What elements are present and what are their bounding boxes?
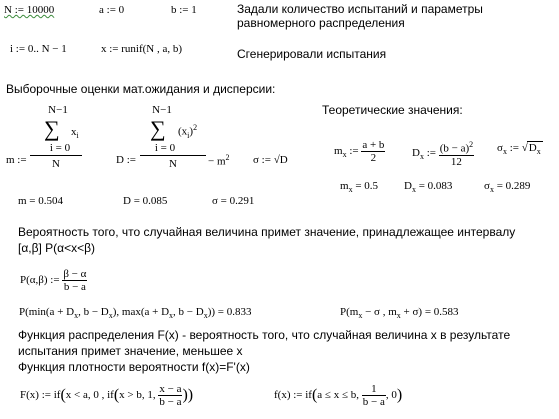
a-assignment[interactable]: a := 0 <box>99 4 125 16</box>
dist-text-line3: Функция плотности вероятности f(x)=F'(x) <box>18 360 250 374</box>
sx-radicand-D: D <box>528 142 537 154</box>
p-min-max-expression[interactable] <box>19 306 252 322</box>
F-args2: x > b, 1, <box>119 389 156 402</box>
d-sum-sq: 2 <box>193 123 198 132</box>
dx-symbol: D <box>412 146 420 159</box>
mx-denominator: 2 <box>361 151 385 164</box>
n-assignment[interactable] <box>4 4 54 16</box>
p-min-sub1: x <box>74 311 79 321</box>
dist-text-line1: Функция распределения F(x) - вероятность того, что случайная величина x в результате <box>18 328 511 342</box>
mx-sub: x <box>342 150 347 160</box>
mx-symbol: m <box>334 145 343 158</box>
mx-result-sub: x <box>348 185 353 195</box>
params-description-line1: Задали количество испытаний и параметры <box>237 2 483 16</box>
generated-note: Сгенерировали испытания <box>237 47 387 61</box>
dx-result[interactable] <box>404 180 452 196</box>
p-min-sub4: x <box>203 311 208 321</box>
m-sum-upper: N−1 <box>48 104 68 116</box>
m-result[interactable]: m = 0.504 <box>18 195 64 207</box>
f-definition[interactable] <box>274 383 402 408</box>
dx-definition[interactable] <box>412 139 474 168</box>
m-sum-x: x <box>71 126 77 138</box>
m-fraction-bar <box>30 155 82 156</box>
p-definition[interactable] <box>20 268 87 293</box>
mx-definition[interactable] <box>334 139 385 164</box>
p-m-mid: − σ , m <box>362 306 397 318</box>
d-lhs[interactable]: D := <box>116 154 136 166</box>
p-min-value: = 0.833 <box>217 306 252 318</box>
d-m-sq: 2 <box>225 153 230 162</box>
sx-result-symbol: σ <box>484 180 490 192</box>
prob-text-line1: Вероятность того, что случайная величина примет значение, принадлежащее интервалу <box>18 225 516 239</box>
f-numerator: 1 <box>371 383 377 395</box>
dx-numerator <box>439 139 474 155</box>
p-min-close: )) <box>207 306 216 318</box>
d-sum-lower: i = 0 <box>154 142 176 154</box>
prob-text-line2: [α,β] P(α<x<β) <box>18 241 96 255</box>
mx-result[interactable] <box>340 180 378 196</box>
F-args1: x < a, 0 , if <box>65 389 114 402</box>
f-end: , 0 <box>385 389 397 402</box>
x-runif-definition[interactable]: x := runif(N , a, b) <box>101 43 183 55</box>
dx-result-symbol: D <box>404 180 412 192</box>
mx-result-symbol: m <box>340 180 349 192</box>
dx-result-value: = 0.083 <box>418 180 453 192</box>
sample-heading: Выборочные оценки мат.ожидания и дисперсии: <box>6 82 276 96</box>
mx-fraction <box>361 139 385 164</box>
m-sum-lower: i = 0 <box>49 142 71 154</box>
dx-numerator-sup: 2 <box>469 140 474 149</box>
F-paren-open1: ( <box>60 386 66 404</box>
f-args: a ≤ x ≤ b, <box>317 389 360 402</box>
d-minus-m: − m <box>208 155 226 168</box>
p-min-sub2: x <box>108 311 113 321</box>
d-sigma-symbol: ∑ <box>150 116 166 141</box>
d-fraction-bar <box>140 155 206 156</box>
theory-heading: Теоретические значения: <box>322 103 463 117</box>
sigma-result[interactable]: σ = 0.291 <box>212 195 255 207</box>
F-paren-open2: ( <box>113 386 120 404</box>
d-sum-upper: N−1 <box>152 104 172 116</box>
dx-denominator: 12 <box>439 155 474 168</box>
F-numerator: x − a <box>159 383 182 395</box>
d-minus-m2 <box>208 152 230 168</box>
F-fraction <box>158 383 182 408</box>
sx-result-value: = 0.289 <box>496 180 531 192</box>
p-m-sigma-expression[interactable] <box>340 306 459 322</box>
F-denominator: b − a <box>159 396 182 408</box>
p-lhs: P(α,β) := <box>20 274 60 287</box>
sx-symbol: σ <box>497 142 503 154</box>
f-paren-open: ( <box>311 386 318 404</box>
p-min-sub3: x <box>169 311 174 321</box>
m-denominator: N <box>52 158 60 170</box>
f-paren-close: ) <box>396 386 403 404</box>
dx-sub: x <box>419 152 424 162</box>
m-lhs[interactable]: m := <box>6 154 27 166</box>
sx-sqrt-icon: √ <box>521 142 528 154</box>
F-paren-close: )) <box>182 386 194 404</box>
f-fraction <box>362 383 386 408</box>
F-definition[interactable] <box>20 383 193 408</box>
d-sum-term: $(x_i)^2$ <box>178 123 198 140</box>
sx-result[interactable] <box>484 180 530 196</box>
sx-definition[interactable] <box>497 142 543 158</box>
mx-assign: := <box>349 145 359 158</box>
params-description-line2: равномерного распределения <box>237 16 405 30</box>
sx-radicand-sub: x <box>536 147 541 157</box>
d-sum-x: x <box>181 125 188 138</box>
dx-result-sub: x <box>411 185 416 195</box>
m-sigma-symbol: ∑ <box>44 116 60 141</box>
p-m-start: P(m <box>340 306 359 318</box>
d-result[interactable]: D = 0.085 <box>123 195 168 207</box>
p-fraction <box>62 268 87 293</box>
p-m-sub1: x <box>358 311 363 321</box>
d-denominator: N <box>169 158 177 170</box>
F-lhs: F(x) := if <box>20 389 61 402</box>
mx-numerator: a + b <box>362 139 385 151</box>
dx-fraction <box>439 139 474 168</box>
p-m-end: + σ) = 0.583 <box>400 306 459 318</box>
sigma-definition[interactable]: σ := √D <box>253 154 288 166</box>
p-min-end: , b − D <box>173 306 204 318</box>
f-denominator: b − a <box>362 396 385 408</box>
m-sum-term <box>71 126 79 142</box>
dx-numerator-text: (b − a) <box>439 142 470 155</box>
i-range-definition[interactable]: i := 0.. N − 1 <box>10 43 67 55</box>
n-assign-text: N := 10000 <box>4 4 55 16</box>
p-denominator: b − a <box>63 281 86 293</box>
p-m-sub2: x <box>396 311 401 321</box>
d-sum-x-sub: i <box>187 130 190 140</box>
m-sum-x-sub: i <box>76 131 79 141</box>
sx-result-sub: x <box>489 185 494 195</box>
p-min-mid: , b − D <box>78 306 109 318</box>
dist-text-line2: испытания примет значение, меньшее x <box>18 344 243 358</box>
p-min-max: ), max(a + D <box>112 306 170 318</box>
b-assignment[interactable]: b := 1 <box>171 4 197 16</box>
dx-assign: := <box>426 146 436 159</box>
sx-assign: := <box>509 142 519 154</box>
f-lhs: f(x) := if <box>274 389 312 402</box>
sx-radicand <box>527 141 543 157</box>
mx-result-value: = 0.5 <box>355 180 379 192</box>
sx-sub: x <box>502 147 507 157</box>
p-numerator: β − α <box>63 268 87 280</box>
p-min-start: P(min(a + D <box>19 306 75 318</box>
